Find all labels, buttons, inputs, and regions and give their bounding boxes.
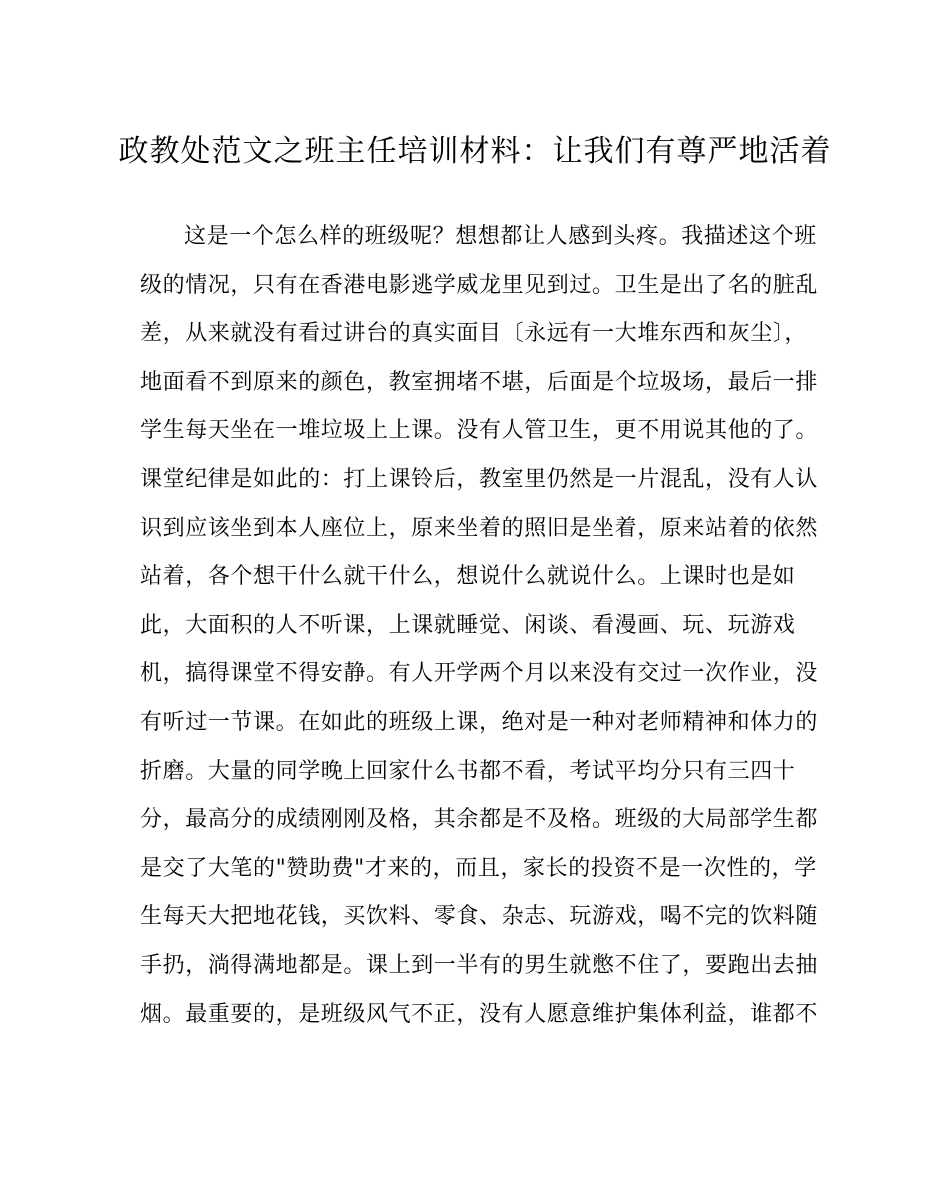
paragraph-line: 地面看不到原来的颜色，教室拥堵不堪，后面是个垃圾场，最后一排 [140,369,819,395]
paragraph-line: 折磨。大量的同学晚上回家什么书都不看，考试平均分只有三四十 [140,758,796,784]
body-paragraph [140,218,820,1044]
paragraph-line: 差，从来就没有看过讲台的真实面目〔永远有一大堆东西和灰尘〕， [140,321,808,347]
paragraph-line: 是交了大笔的"赞助费"才来的，而且，家长的投资不是一次性的，学 [140,855,817,881]
paragraph-line: 站着，各个想干什么就干什么，想说什么就说什么。上课时也是如 [140,564,796,590]
paragraph-line: 手扔，淌得满地都是。课上到一半有的男生就憋不住了，要跑出去抽 [140,952,819,978]
paragraph-line: 识到应该坐到本人座位上，原来坐着的照旧是坐着，原来站着的依然 [140,515,819,541]
paragraph-line: 机，搞得课堂不得安静。有人开学两个月以来没有交过一次作业，没 [140,661,819,687]
paragraph-line: 课堂纪律是如此的：打上课铃后，教室里仍然是一片混乱，没有人认 [140,466,819,492]
paragraph-line: 这是一个怎么样的班级呢？想想都让人感到头疼。我描述这个班 [184,224,817,249]
document-title: 政教处范文之班主任培训材料：让我们有尊严地活着 [118,134,832,169]
paragraph-line: 烟。最重要的，是班级风气不正，没有人愿意维护集体利益，谁都不 [140,1001,819,1027]
paragraph-line: 生每天大把地花钱，买饮料、零食、杂志、玩游戏，喝不完的饮料随 [140,904,819,930]
paragraph-line: 分，最高分的成绩刚刚及格，其余都是不及格。班级的大局部学生都 [140,807,819,833]
paragraph-line: 有听过一节课。在如此的班级上课，绝对是一种对老师精神和体力的 [140,709,819,735]
paragraph-line: 学生每天坐在一堆垃圾上上课。没有人管卫生，更不用说其他的了。 [140,418,819,444]
paragraph-line: 此，大面积的人不听课，上课就睡觉、闲谈、看漫画、玩、玩游戏 [140,612,796,638]
paragraph-line: 级的情况，只有在香港电影逃学威龙里见到过。卫生是出了名的脏乱 [140,272,819,298]
